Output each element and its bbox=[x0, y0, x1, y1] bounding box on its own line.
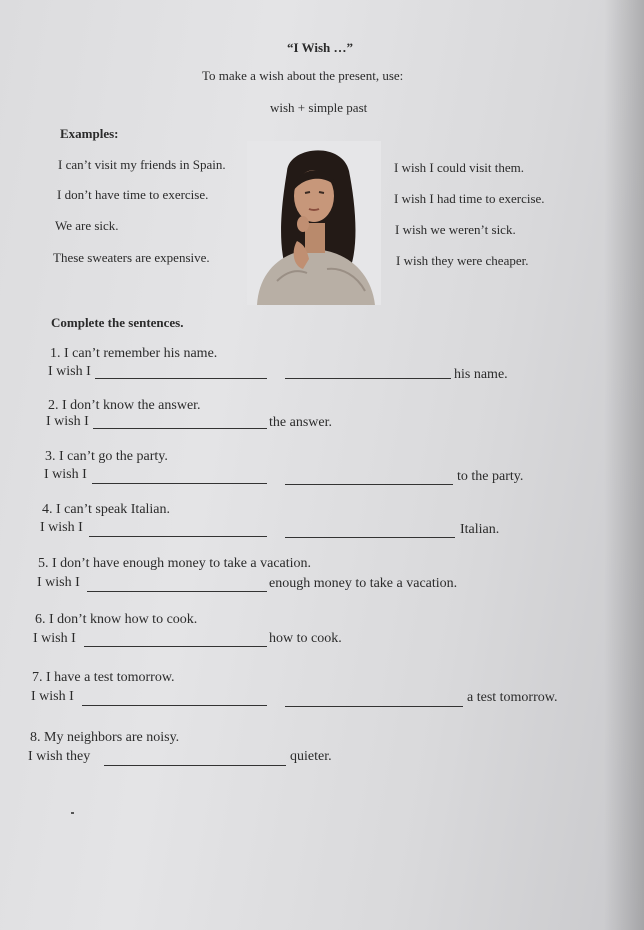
example-wish: I wish I had time to exercise. bbox=[394, 191, 545, 206]
example-sentence: These sweaters are expensive. bbox=[53, 250, 210, 265]
answer-end: quieter. bbox=[290, 749, 332, 764]
answer-start: I wish I bbox=[44, 467, 87, 482]
example-sentence: I can’t visit my friends in Spain. bbox=[58, 157, 226, 172]
worksheet-title: “I Wish …” bbox=[287, 40, 353, 55]
exercise-prompt: 6. I don’t know how to cook. bbox=[35, 612, 198, 627]
answer-blank[interactable] bbox=[93, 414, 267, 429]
answer-blank[interactable] bbox=[285, 692, 463, 707]
answer-blank[interactable] bbox=[285, 470, 453, 485]
example-wish: I wish I could visit them. bbox=[394, 160, 524, 175]
exercise-prompt: 8. My neighbors are noisy. bbox=[30, 730, 180, 745]
example-sentence: I don’t have time to exercise. bbox=[57, 187, 209, 202]
exercise-heading: Complete the sentences. bbox=[51, 315, 184, 330]
exercise-prompt: 2. I don’t know the answer. bbox=[48, 398, 201, 413]
answer-end: to the party. bbox=[457, 469, 524, 484]
example-sentence: We are sick. bbox=[55, 218, 119, 233]
answer-blank[interactable] bbox=[82, 691, 267, 706]
answer-start: I wish I bbox=[37, 575, 80, 590]
exercise-prompt: 5. I don’t have enough money to take a vacation. bbox=[38, 556, 312, 571]
answer-end: Italian. bbox=[460, 522, 500, 537]
exercise-prompt: 4. I can’t speak Italian. bbox=[42, 502, 171, 517]
answer-start: I wish I bbox=[48, 364, 91, 379]
intro-text: To make a wish about the present, use: bbox=[202, 68, 404, 83]
thinking-woman-photo bbox=[247, 141, 381, 305]
grammar-formula: wish + simple past bbox=[270, 100, 368, 115]
answer-start: I wish I bbox=[46, 414, 89, 429]
answer-blank[interactable] bbox=[95, 364, 267, 379]
page-edge-shadow bbox=[604, 0, 644, 930]
answer-end: how to cook. bbox=[269, 631, 342, 646]
answer-start: I wish I bbox=[31, 689, 74, 704]
answer-end: enough money to take a vacation. bbox=[269, 576, 458, 591]
answer-start: I wish I bbox=[33, 631, 76, 646]
answer-blank[interactable] bbox=[104, 751, 286, 766]
ink-speck bbox=[71, 812, 74, 814]
exercise-prompt: 7. I have a test tomorrow. bbox=[32, 670, 175, 685]
example-wish: I wish we weren’t sick. bbox=[395, 222, 516, 237]
examples-heading: Examples: bbox=[60, 126, 119, 141]
answer-blank[interactable] bbox=[89, 522, 267, 537]
answer-end: a test tomorrow. bbox=[467, 690, 558, 705]
answer-end: the answer. bbox=[269, 415, 332, 430]
example-wish: I wish they were cheaper. bbox=[396, 253, 529, 268]
answer-blank[interactable] bbox=[92, 469, 267, 484]
answer-end: his name. bbox=[454, 367, 508, 382]
exercise-prompt: 3. I can’t go the party. bbox=[45, 449, 168, 464]
answer-start: I wish they bbox=[28, 749, 91, 764]
answer-blank[interactable] bbox=[87, 577, 267, 592]
answer-blank[interactable] bbox=[84, 632, 267, 647]
answer-blank[interactable] bbox=[285, 364, 451, 379]
answer-blank[interactable] bbox=[285, 523, 455, 538]
exercise-prompt: 1. I can’t remember his name. bbox=[50, 346, 218, 361]
answer-start: I wish I bbox=[40, 520, 83, 535]
